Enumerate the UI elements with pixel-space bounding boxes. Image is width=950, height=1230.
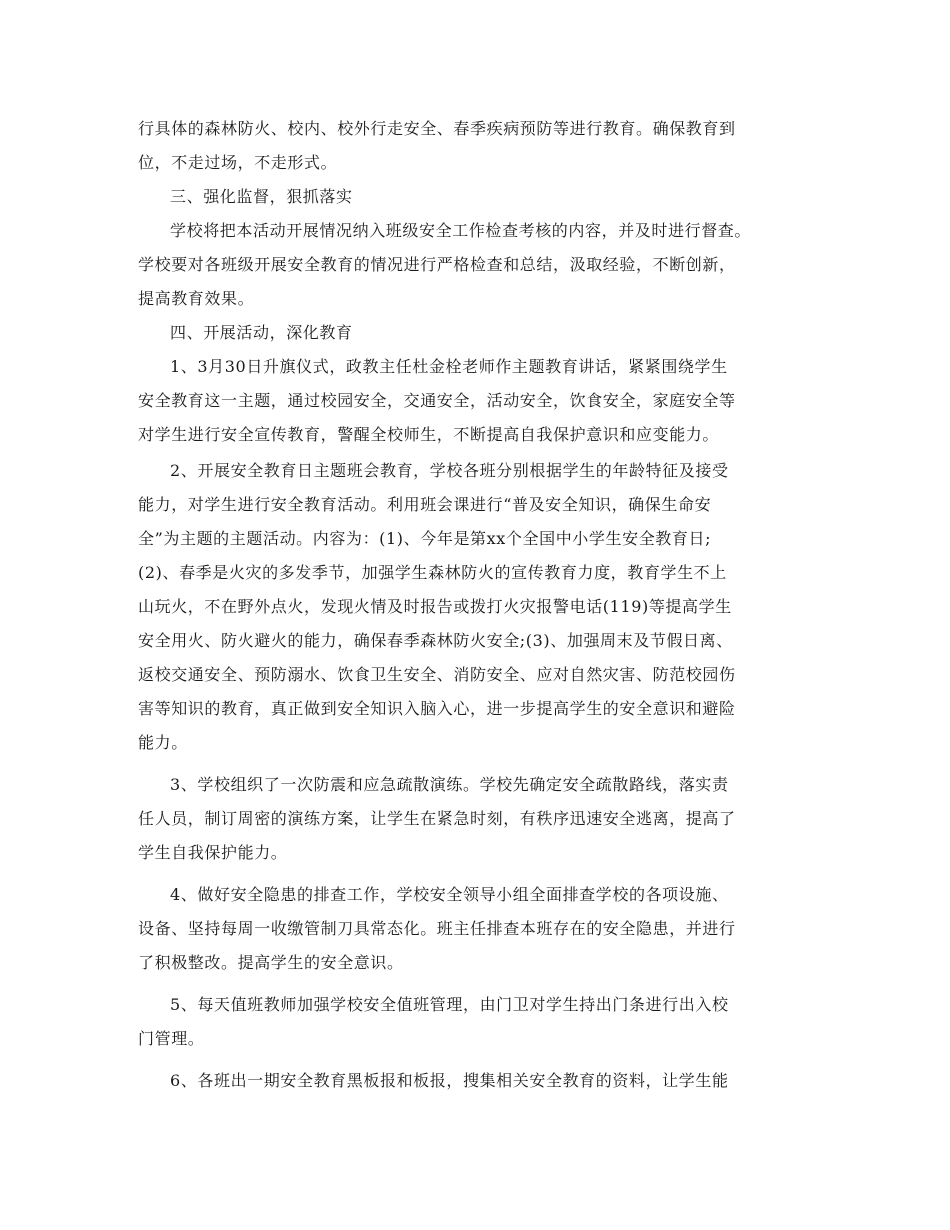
text-line: 山玩火，不在野外点火，发现火情及时报告或拨打火灾报警电话(119)等提高学生	[138, 597, 732, 616]
text-line: 5、每天值班教师加强学校安全值班管理，由门卫对学生持出门条进行出入校	[170, 995, 729, 1014]
text-line: 4、做好安全隐患的排查工作，学校安全领导小组全面排查学校的各项设施、	[170, 885, 729, 904]
text-line: 设备、坚持每周一收缴管制刀具常态化。班主任排查本班存在的安全隐患，并进行	[138, 919, 736, 938]
text-line: 能力，对学生进行安全教育活动。利用班会课进行“普及安全知识，确保生命安	[138, 495, 712, 514]
text-line: 害等知识的教育，真正做到安全知识入脑入心，进一步提高学生的安全意识和避险	[138, 699, 736, 718]
text-line: 3、学校组织了一次防震和应急疏散演练。学校先确定安全疏散路线，落实责	[170, 775, 729, 794]
text-line: 1、3月30日升旗仪式，政教主任杜金栓老师作主题教育讲话，紧紧围绕学生	[170, 357, 728, 376]
text-line: 安全教育这一主题，通过校园安全，交通安全，活动安全，饮食安全，家庭安全等	[138, 391, 736, 410]
text-line: 6、各班出一期安全教育黑板报和板报，搜集相关安全教育的资料，让学生能	[170, 1071, 729, 1090]
text-line: 了积极整改。提高学生的安全意识。	[138, 953, 404, 972]
text-line: 学校将把本活动开展情况纳入班级安全工作检查考核的内容，并及时进行督查。	[170, 221, 752, 240]
text-line: 2、开展安全教育日主题班会教育，学校各班分别根据学生的年龄特征及接受	[170, 461, 729, 480]
text-line: 学校要对各班级开展安全教育的情况进行严格检查和总结，汲取经验，不断创新，	[138, 255, 736, 274]
document-body	[138, 112, 818, 1098]
text-line: 位，不走过场，不走形式。	[138, 153, 338, 172]
section-heading: 三、强化监督，狠抓落实	[170, 187, 353, 206]
text-line: 全”为主题的主题活动。内容为：(1)、今年是第xx个全国中小学生安全教育日;	[138, 529, 712, 548]
text-line: (2)、春季是火灾的多发季节，加强学生森林防火的宣传教育力度，教育学生不上	[138, 563, 727, 582]
text-line: 行具体的森林防火、校内、校外行走安全、春季疾病预防等进行教育。确保教育到	[138, 119, 736, 138]
section-heading: 四、开展活动，深化教育	[170, 323, 353, 342]
text-line: 对学生进行安全宣传教育，警醒全校师生，不断提高自我保护意识和应变能力。	[138, 425, 720, 444]
text-line: 返校交通安全、预防溺水、饮食卫生安全、消防安全、应对自然灾害、防范校园伤	[138, 665, 736, 684]
text-line: 提高教育效果。	[138, 289, 255, 308]
text-line: 安全用火、防火避火的能力，确保春季森林防火安全;(3)、加强周末及节假日离、	[138, 631, 733, 650]
text-line: 能力。	[138, 733, 188, 752]
text-line: 门管理。	[138, 1029, 205, 1048]
text-line: 学生自我保护能力。	[138, 843, 288, 862]
text-line: 任人员，制订周密的演练方案，让学生在紧急时刻，有秩序迅速安全逃离，提高了	[138, 809, 736, 828]
